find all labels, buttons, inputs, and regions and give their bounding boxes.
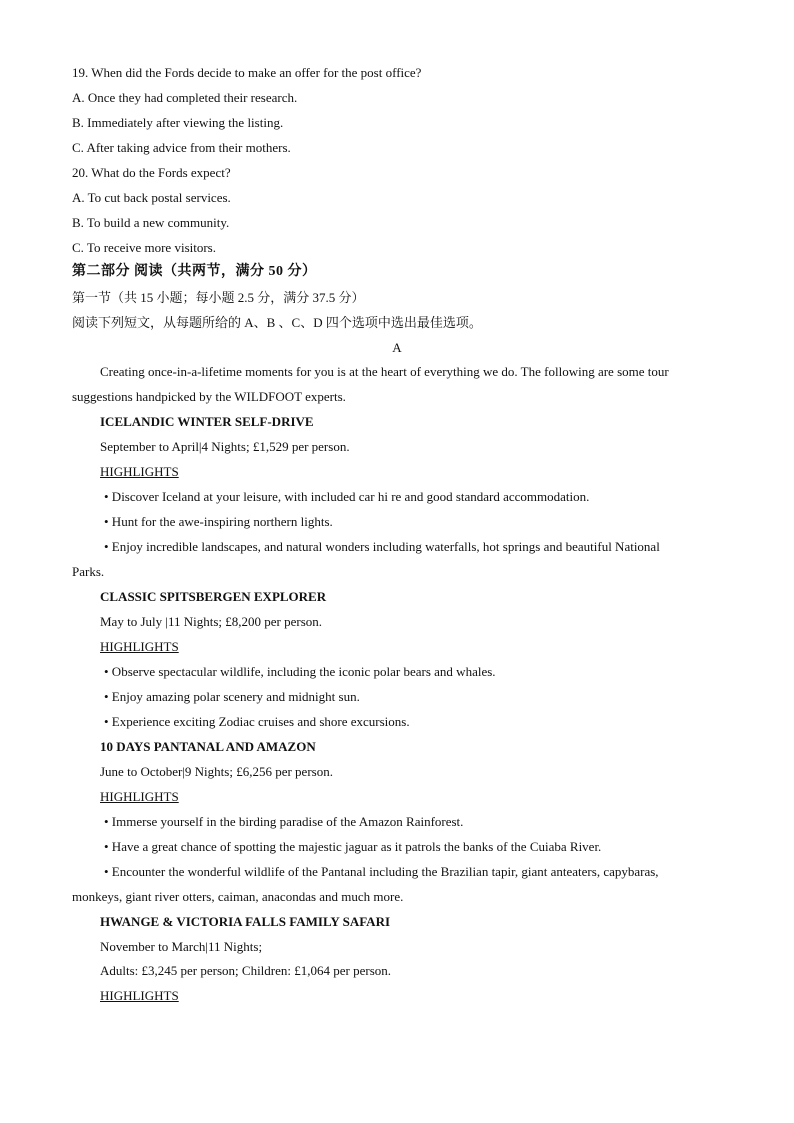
highlight-item: • Discover Iceland at your leisure, with included car hi re and good standard accommodation. [104,489,590,504]
q20-option-a: A. To cut back postal services. [72,190,231,205]
part2-heading: 第二部分 阅读（共两节，满分 50 分） [72,264,317,279]
highlight-item: • Hunt for the awe-inspiring northern lights. [104,514,333,529]
highlights-label: HIGHLIGHTS [100,988,179,1003]
highlight-item-continuation: monkeys, giant river otters, caiman, anacondas and much more. [72,889,404,904]
tour-title: CLASSIC SPITSBERGEN EXPLORER [100,589,327,604]
tour-title: HWANGE & VICTORIA FALLS FAMILY SAFARI [100,914,391,929]
intro-line-1: Creating once-in-a-lifetime moments for you is at the heart of everything we do. The following are some tour [100,364,669,379]
passage-label: A [392,340,402,355]
highlight-item-continuation: Parks. [72,564,105,579]
highlight-item: • Enjoy incredible landscapes, and natural wonders including waterfalls, hot springs and beautiful National [104,539,660,554]
tour-info: November to March|11 Nights; [100,939,263,954]
intro-line-2: suggestions handpicked by the WILDFOOT experts. [72,389,346,404]
tour-info-prices: Adults: £3,245 per person; Children: £1,064 per person. [100,963,392,978]
highlight-item: • Immerse yourself in the birding paradise of the Amazon Rainforest. [104,814,464,829]
question-20: 20. What do the Fords expect? [72,165,231,180]
highlight-item: • Have a great chance of spotting the majestic jaguar as it patrols the banks of the Cuiaba River. [104,839,602,854]
q20-option-b: B. To build a new community. [72,215,230,230]
tour-title: ICELANDIC WINTER SELF-DRIVE [100,414,314,429]
tour-info: May to July |11 Nights; £8,200 per person. [100,614,323,629]
highlights-label: HIGHLIGHTS [100,464,179,479]
q19-option-a: A. Once they had completed their research. [72,90,298,105]
highlights-label: HIGHLIGHTS [100,789,179,804]
question-19: 19. When did the Fords decide to make an offer for the post office? [72,65,422,80]
tour-info: September to April|4 Nights; £1,529 per person. [100,439,350,454]
q19-option-c: C. After taking advice from their mothers. [72,140,291,155]
highlights-label: HIGHLIGHTS [100,639,179,654]
tour-title: 10 DAYS PANTANAL AND AMAZON [100,739,316,754]
highlight-item: • Experience exciting Zodiac cruises and shore excursions. [104,714,410,729]
q20-option-c: C. To receive more visitors. [72,240,216,255]
highlight-item: • Enjoy amazing polar scenery and midnight sun. [104,689,360,704]
q19-option-b: B. Immediately after viewing the listing. [72,115,284,130]
reading-instruction: 阅读下列短文，从每题所给的 A、B 、C、D 四个选项中选出最佳选项。 [72,315,482,330]
highlight-item: • Observe spectacular wildlife, including the iconic polar bears and whales. [104,664,496,679]
tour-info: June to October|9 Nights; £6,256 per person. [100,764,333,779]
section1-heading: 第一节（共 15 小题；每小题 2.5 分，满分 37.5 分） [72,290,365,305]
highlight-item: • Encounter the wonderful wildlife of the Pantanal including the Brazilian tapir, giant anteaters, capybaras, [104,864,659,879]
